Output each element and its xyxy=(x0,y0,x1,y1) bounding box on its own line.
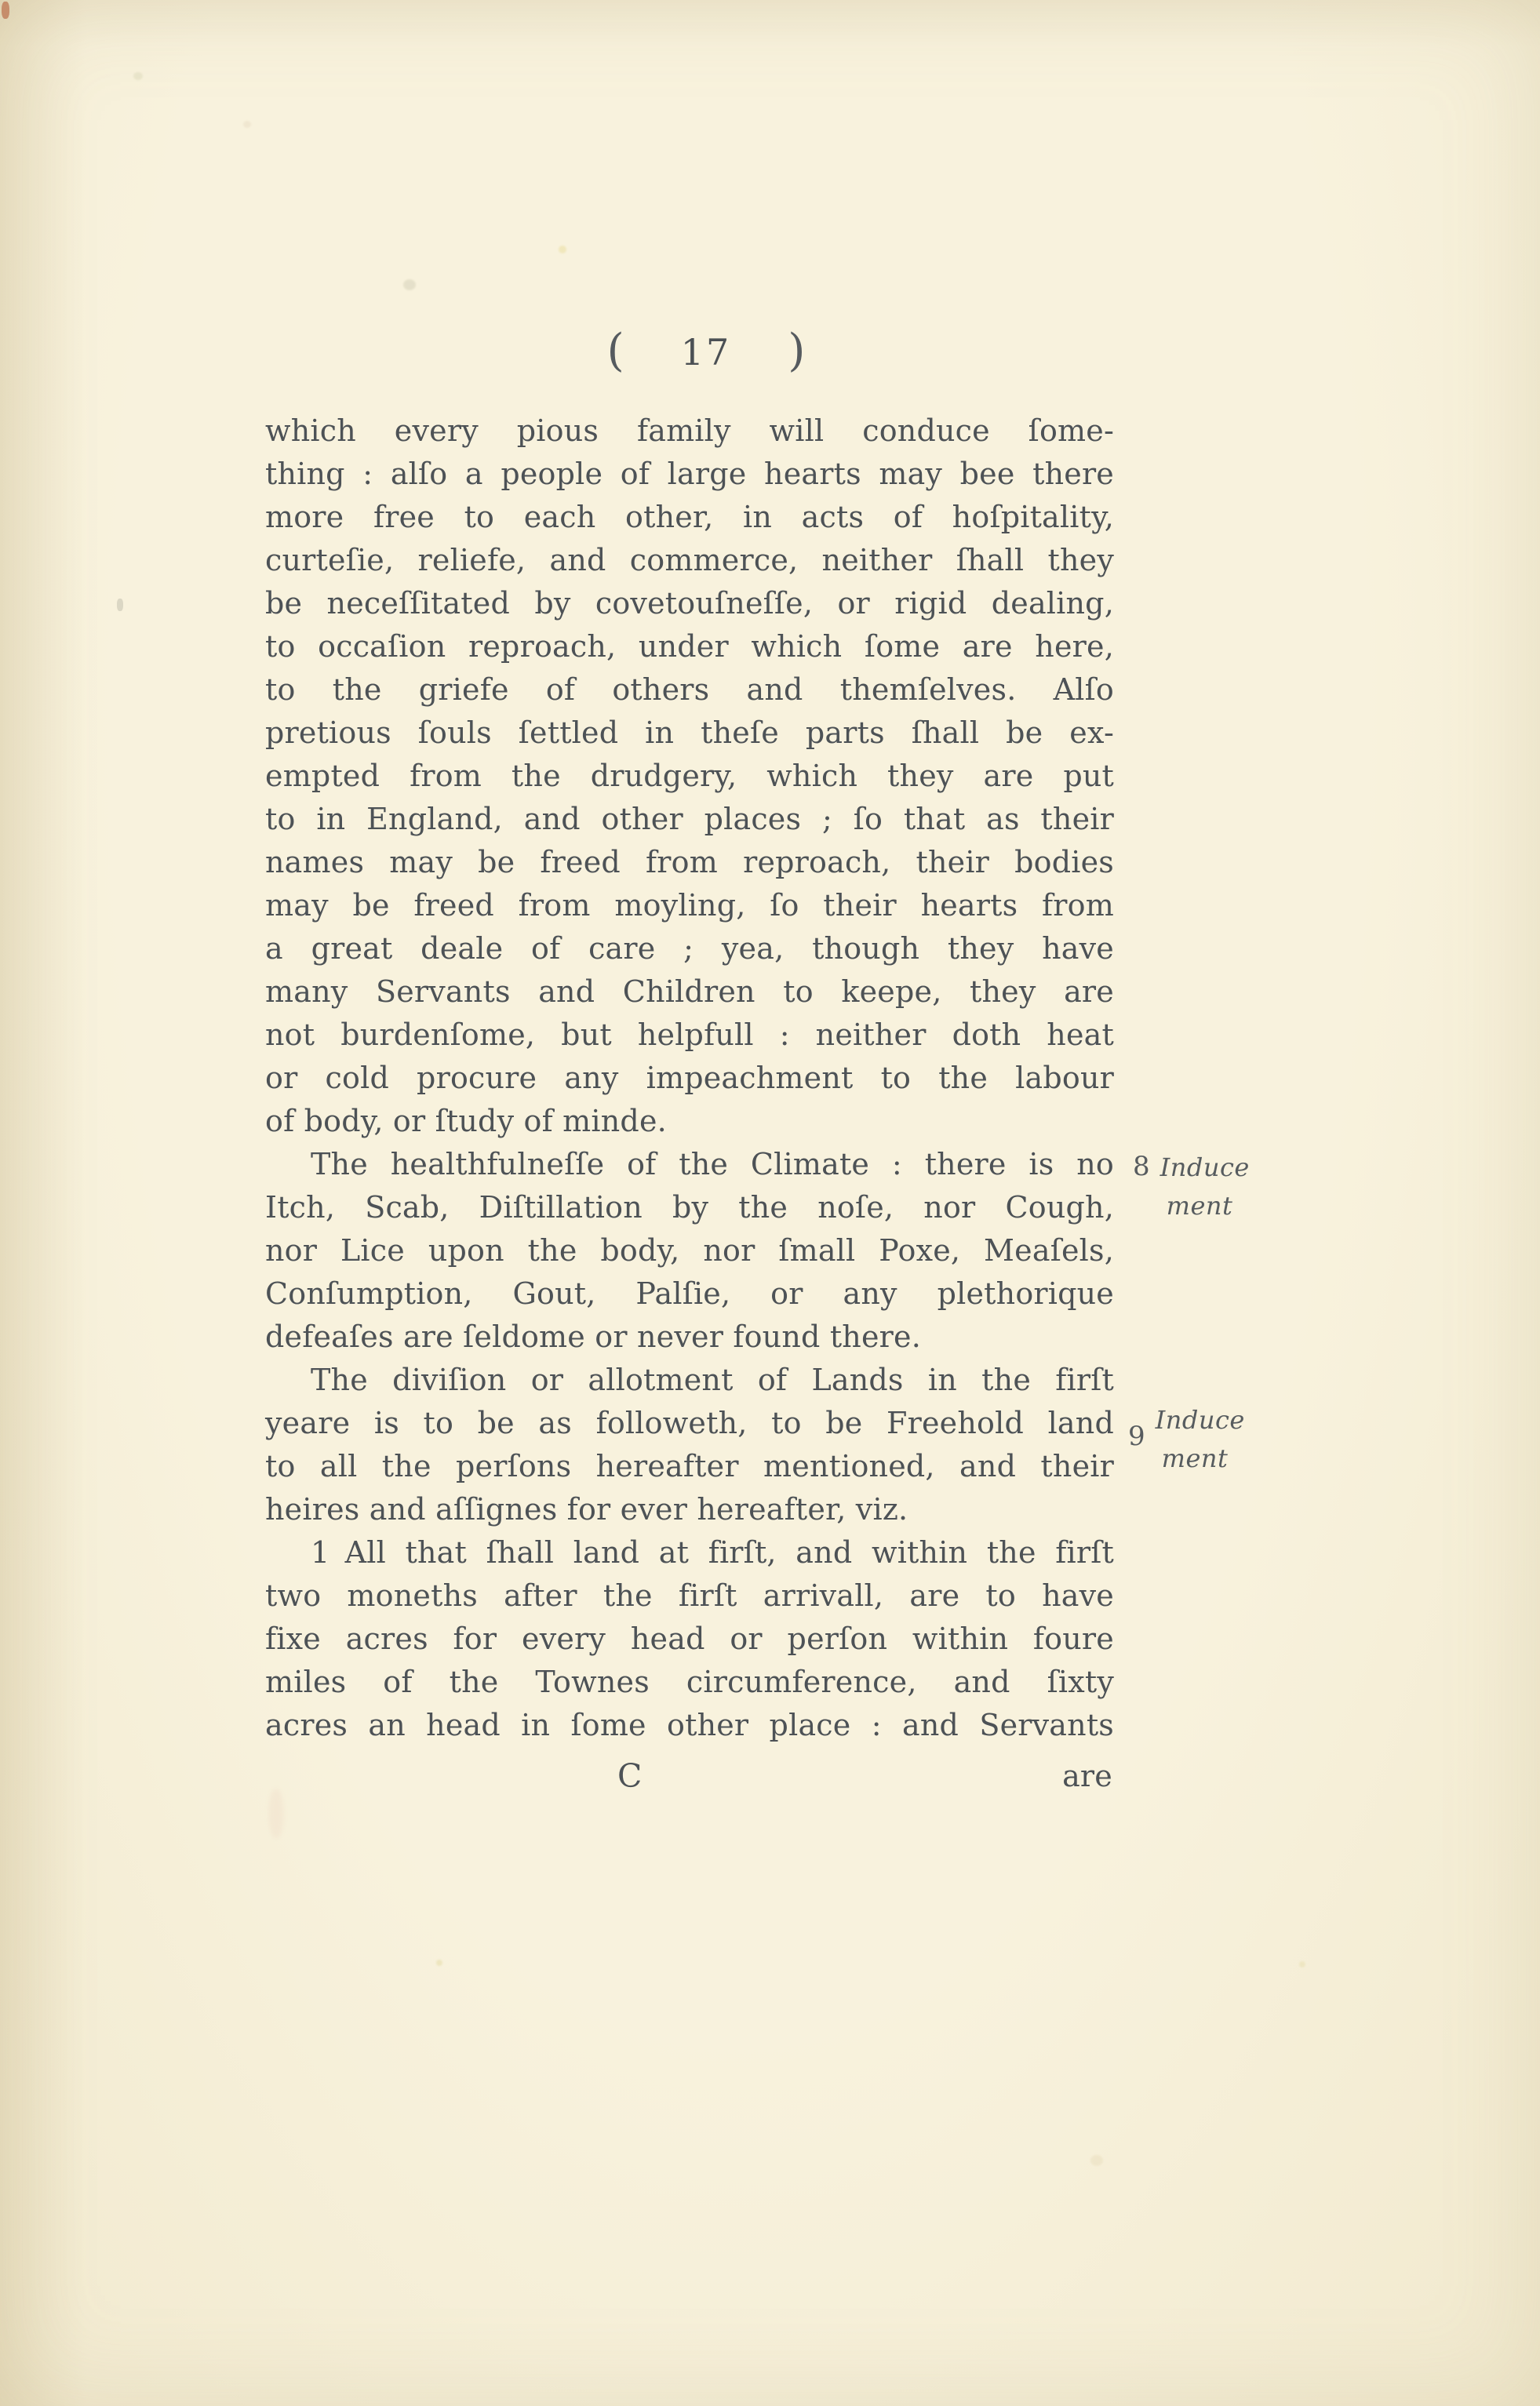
text-line: many Servants and Children to keepe, they are xyxy=(265,974,1114,1009)
header-close-paren: ) xyxy=(788,325,806,377)
text-line: may be freed from moyling, ſo their hearts from xyxy=(265,888,1114,923)
text-line: nor Lice upon the body, nor ſmall Poxe, Meaſels, xyxy=(265,1233,1114,1268)
stain xyxy=(559,246,566,253)
header-open-paren: ( xyxy=(606,325,624,377)
text-line: of body, or ſtudy of minde. xyxy=(265,1104,667,1138)
margin-note-9 xyxy=(1128,1401,1245,1478)
margin-note-word: Induce xyxy=(1160,1152,1250,1182)
stain xyxy=(1090,2155,1103,2166)
signature-mark: C xyxy=(617,1757,643,1795)
signature-row xyxy=(265,1755,1114,1798)
margin-note-word: ment xyxy=(1161,1443,1229,1473)
text-line: curteſie, reliefe, and commerce, neither ſhall they xyxy=(265,543,1114,577)
stain xyxy=(117,599,123,611)
text-line: to occaſion reproach, under which ſome are here, xyxy=(265,629,1114,664)
text-line: fixe acres for every head or perſon within foure xyxy=(265,1622,1114,1656)
stain xyxy=(1299,1961,1305,1967)
text-line: to in England, and other places ; ſo that as their xyxy=(265,802,1114,836)
text-line: The diviſion or allotment of Lands in the firſt xyxy=(311,1363,1114,1397)
text-line: names may be freed from reproach, their bodies xyxy=(265,845,1114,879)
catchword: are xyxy=(1062,1759,1112,1793)
stain xyxy=(403,279,416,290)
text-line: Conſumption, Gout, Palſie, or any plethorique xyxy=(265,1276,1114,1311)
margin-note-number: 8 xyxy=(1133,1151,1150,1182)
text-line: acres an head in ſome other place : and Servants xyxy=(265,1708,1114,1742)
margin-note-text xyxy=(1156,1401,1245,1478)
text-line: to the griefe of others and themſelves. Alſo xyxy=(265,672,1114,707)
text-line: thing : alſo a people of large hearts may bee there xyxy=(265,457,1114,491)
text-line: not burdenſome, but helpfull : neither doth heat xyxy=(265,1017,1114,1052)
stain xyxy=(243,121,251,128)
margin-note-8 xyxy=(1133,1148,1250,1225)
margin-note-word: ment xyxy=(1166,1191,1233,1221)
stain xyxy=(436,1960,442,1966)
page-header xyxy=(282,325,1130,380)
text-line: 1 All that ſhall land at firſt, and within the firſt xyxy=(311,1535,1114,1570)
text-line: empted from the drudgery, which they are put xyxy=(265,759,1114,793)
text-line: Itch, Scab, Diſtillation by the noſe, nor Cough, xyxy=(265,1190,1114,1225)
text-line: yeare is to be as followeth, to be Freehold land xyxy=(265,1406,1114,1440)
text-line: The healthfulneſſe of the Climate : there is no xyxy=(311,1147,1114,1181)
text-line: miles of the Townes circumference, and ſixty xyxy=(265,1665,1114,1699)
margin-note-text xyxy=(1160,1148,1250,1225)
margin-note-word: Induce xyxy=(1155,1405,1245,1435)
text-line: be neceſſitated by covetouſneſſe, or rigid dealing, xyxy=(265,586,1114,621)
text-line: pretious ſouls ſettled in theſe parts ſhall be ex- xyxy=(265,715,1114,750)
text-line: or cold procure any impeachment to the labour xyxy=(265,1061,1114,1095)
page-number: 17 xyxy=(680,331,732,373)
text-line: to all the perſons hereafter mentioned, and their xyxy=(265,1449,1114,1483)
stain xyxy=(133,72,143,80)
text-line: two moneths after the firſt arrivall, are to have xyxy=(265,1578,1114,1613)
text-line: a great deale of care ; yea, though they have xyxy=(265,931,1114,966)
text-line: defeaſes are ſeldome or never found there. xyxy=(265,1319,921,1354)
stain xyxy=(2,2,9,19)
text-column xyxy=(265,409,1114,1798)
text-line: more free to each other, in acts of hoſpitality, xyxy=(265,500,1114,534)
text-line: heires and aſſignes for ever hereafter, viz. xyxy=(265,1492,908,1527)
text-line: which every pious family will conduce ſome- xyxy=(265,413,1114,448)
margin-note-number: 9 xyxy=(1128,1421,1145,1452)
